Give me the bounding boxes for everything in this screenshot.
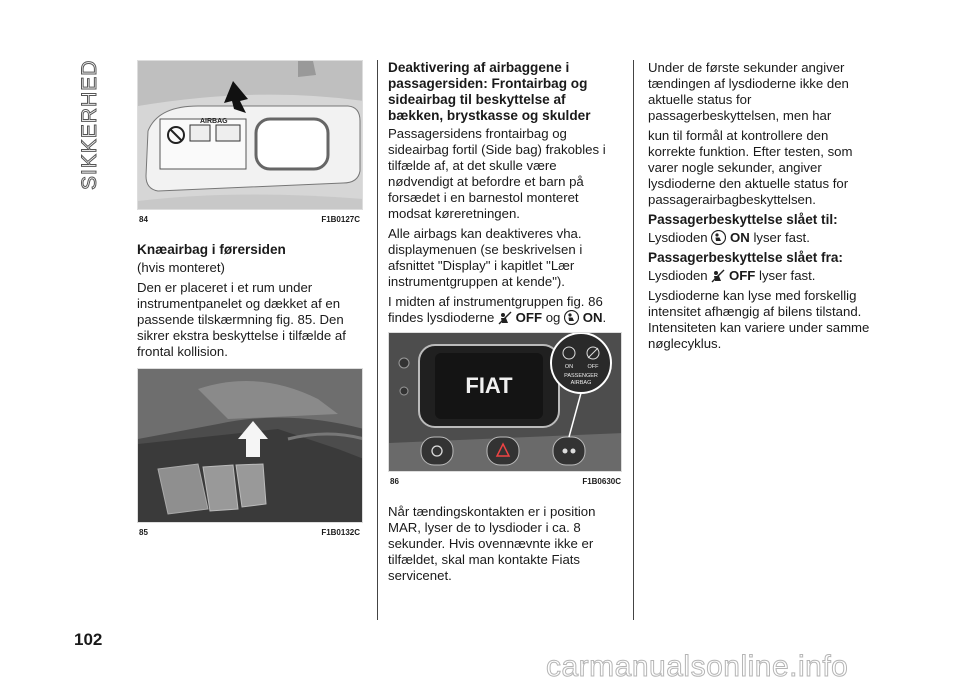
figure-code: F1B0127C — [321, 215, 360, 224]
section-tab-label: SIKKERHED — [78, 59, 101, 190]
protection-off-heading: Passagerbeskyttelse slået fra: — [648, 250, 843, 265]
figure-85-caption — [137, 523, 363, 541]
passenger-airbag-on-icon — [564, 310, 579, 325]
section-tab — [78, 50, 112, 190]
column-divider — [633, 60, 634, 620]
on-led-label: ON — [564, 364, 574, 370]
column-divider — [377, 60, 378, 620]
figure-85 — [137, 368, 363, 523]
figure-code: F1B0630C — [582, 477, 621, 486]
protection-off-line: Lysdioden OFF lyser fast. — [648, 268, 816, 283]
passenger-airbag-off-icon — [498, 311, 512, 325]
figure-number: 86 — [390, 477, 399, 486]
column-1 — [137, 60, 363, 541]
figure-86-caption — [388, 472, 624, 490]
protection-on-heading: Passagerbeskyttelse slået til: — [648, 212, 838, 227]
status-paragraph-1: Under de første sekunder angiver tændingen af lysdioderne ikke den aktuelle status for passagerbeskyttelsen, men har — [648, 60, 849, 123]
ignition-paragraph: Når tændingskontakten er i position MAR, lyser de to lysdioder i ca. 8 sekunder. Hvis ovennævnte ikke er tilfældet, skal man kontakte Fiats servicenet. — [388, 504, 596, 583]
knee-airbag-subheading: (hvis monteret) — [137, 260, 225, 275]
column-2 — [388, 60, 624, 588]
figure-number: 84 — [139, 215, 148, 224]
passenger-airbag-off-icon — [711, 269, 725, 283]
deactivation-paragraph-1: Passagersidens frontairbag og sideairbag fortil (Side bag) frakobles i tilfælde af, at det skulle være nødvendigt at befordre et barn på forsædet i en barnestol monteret modsat køreretningen. — [388, 126, 606, 221]
figure-84-caption — [137, 210, 363, 228]
deactivation-heading: Deaktivering af airbaggene i passagersiden: Frontairbag og sideairbag til beskyttelse af bækken, brystkasse og skulder — [388, 60, 591, 123]
off-led-label: OFF — [587, 364, 599, 370]
airbag-label: AIRBAG — [200, 118, 228, 125]
passenger-label: PASSENGER — [564, 373, 598, 379]
column-3 — [648, 60, 870, 356]
figure-86 — [388, 332, 622, 472]
deactivation-paragraph-3: I midten af instrumentgruppen fig. 86 findes lysdioderne OFF og ON. — [388, 294, 607, 325]
passenger-airbag-on-icon — [711, 230, 726, 245]
watermark: carmanualsonline.info — [546, 650, 849, 683]
figure-code: F1B0132C — [321, 528, 360, 537]
deactivation-paragraph-2: Alle airbags kan deaktiveres vha. displaymenuen (se beskrivelsen i afsnittet "Display" i kapitlet "Lær instrumentgruppen at kende"). — [388, 226, 583, 289]
intensity-paragraph: Lysdioderne kan lyse med forskellig intensitet afhængig af bilens tilstand. Intensiteten kan variere under samme nøglecyklus. — [648, 288, 870, 351]
sun-visor-illustration — [138, 61, 363, 210]
status-paragraph-2: kun til formål at kontrollere den korrekte funktion. Efter testen, som varer nogle sekunder, angiver lysdioderne den aktuelle status for passagerairbagbeskyttelsen. — [648, 128, 853, 207]
figure-84 — [137, 60, 363, 210]
protection-on-line: Lysdioden ON lyser fast. — [648, 230, 810, 245]
knee-airbag-heading: Knæairbag i førersiden — [137, 242, 286, 257]
knee-airbag-paragraph: Den er placeret i et rum under instrumentpanelet og dækket af en passende tilskærmning fig. 85. Den sikrer ekstra beskyttelse i tilfælde af frontal kollision. — [137, 280, 346, 359]
instrument-cluster-illustration — [389, 333, 622, 472]
knee-airbag-illustration — [138, 369, 363, 523]
page-number: 102 — [74, 630, 103, 649]
airbag-panel-label: AIRBAG — [570, 380, 592, 386]
fiat-logo: FIAT — [465, 373, 513, 398]
figure-number: 85 — [139, 528, 148, 537]
